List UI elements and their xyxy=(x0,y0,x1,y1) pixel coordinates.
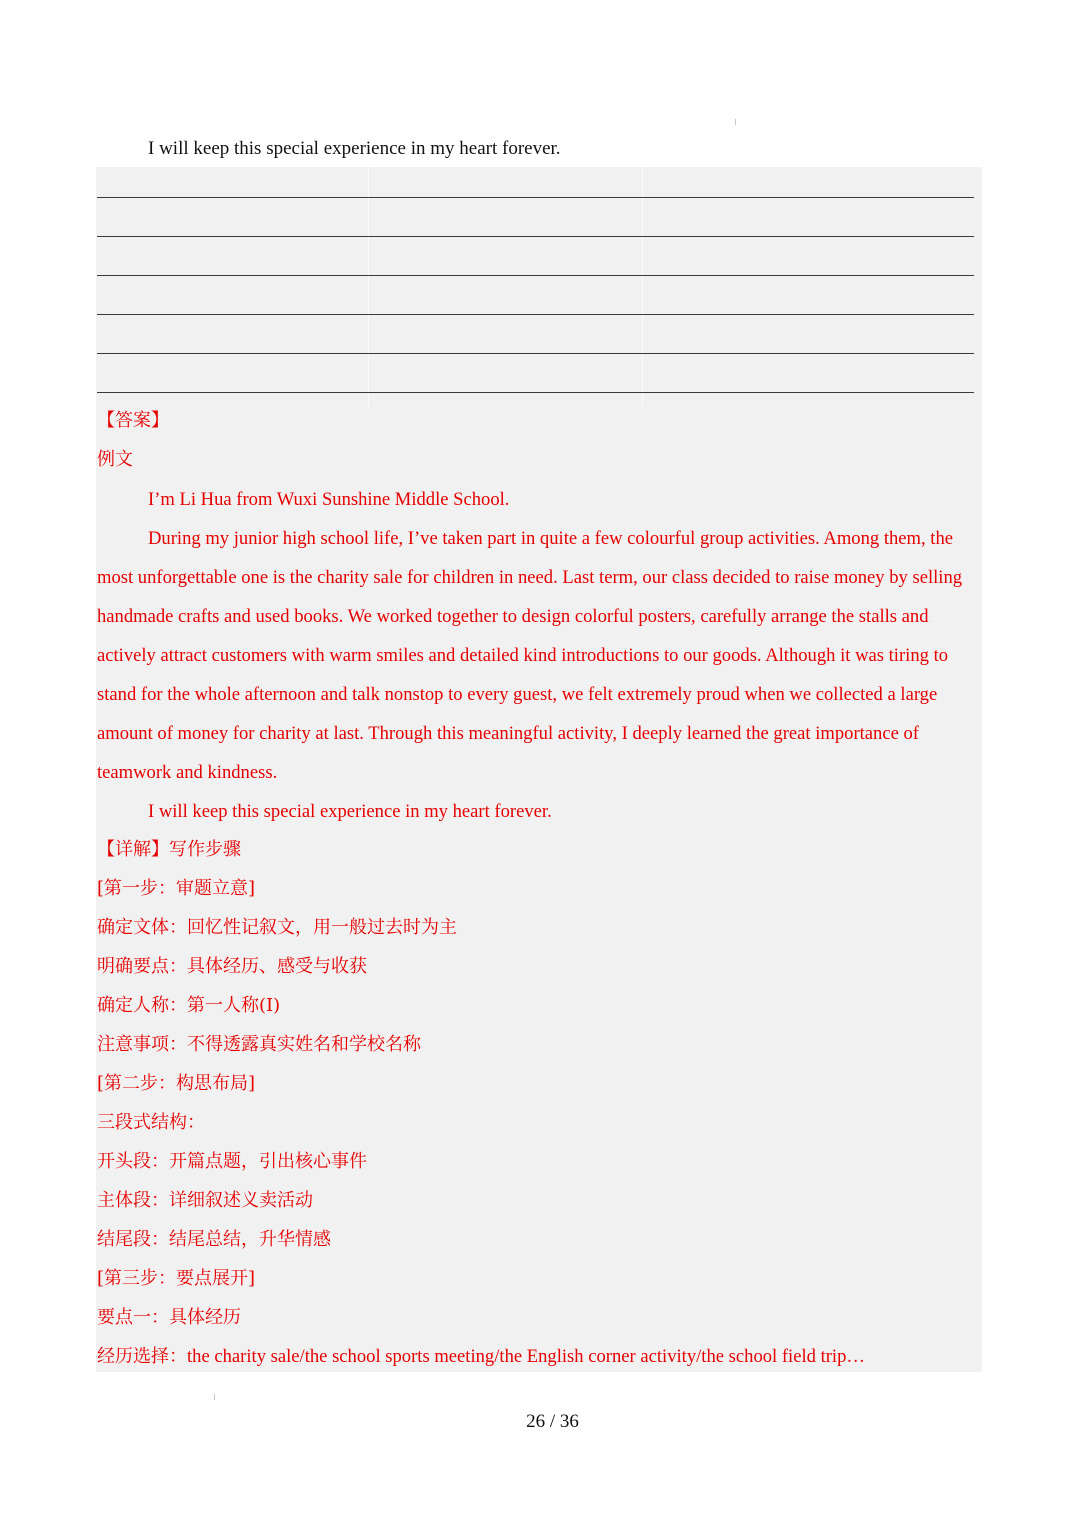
writing-line xyxy=(97,275,974,276)
choice-text: the charity sale/the school sports meeting/the English corner activity/the school field trip… xyxy=(187,1346,865,1367)
column-separator xyxy=(642,167,643,407)
page-number: 26 / 36 xyxy=(526,1411,579,1432)
writing-line xyxy=(97,314,974,315)
person-line: 确定人称：第一人称(I) xyxy=(97,995,281,1016)
writing-line xyxy=(97,392,974,393)
scan-mark xyxy=(735,119,736,125)
explanation-heading: 【详解】写作步骤 xyxy=(97,839,241,860)
writing-line xyxy=(97,353,974,354)
step1-heading: [第一步：审题立意] xyxy=(97,878,256,899)
previous-sentence: I will keep this special experience in my heart forever. xyxy=(148,138,561,159)
step3-heading: [第三步：要点展开] xyxy=(97,1268,256,1289)
notice-line: 注意事项：不得透露真实姓名和学校名称 xyxy=(97,1034,421,1055)
main-body-line: 主体段：详细叙述义卖活动 xyxy=(97,1190,313,1211)
essay-intro xyxy=(97,480,987,519)
answer-heading: 【答案】 xyxy=(97,410,169,431)
essay-ending xyxy=(97,792,987,831)
key1-line: 要点一：具体经历 xyxy=(97,1307,241,1328)
structure-line: 三段式结构： xyxy=(97,1112,205,1133)
writing-line xyxy=(97,236,974,237)
essay-intro-text: I’m Li Hua from Wuxi Sunshine Middle School. xyxy=(148,489,510,510)
step2-heading: [第二步：构思布局] xyxy=(97,1073,256,1094)
essay-ending-text: I will keep this special experience in my heart forever. xyxy=(148,801,552,822)
essay-body-text: During my junior high school life, I’ve taken part in quite a few colourful group activities. Among them, the most unforgettable one is the charity sale for children in need. Last term, our class decided to raise money by selling handmade crafts and used books. We worked together to design colorful posters, carefully arrange the stalls and actively attract customers with warm smiles and detailed kind introductions to our goods. Although it was tiring to stand for the whole afternoon and talk nonstop to every guest, we felt extremely proud when we collected a large amount of money for charity at last. Through this meaningful activity, I deeply learned the great importance of teamwork and kindness. xyxy=(97,528,963,783)
sample-label: 例文 xyxy=(97,449,133,470)
choice-label: 经历选择： xyxy=(97,1346,187,1367)
points-line: 明确要点：具体经历、感受与收获 xyxy=(97,956,367,977)
column-separator xyxy=(368,167,369,407)
writing-line xyxy=(97,197,974,198)
genre-line: 确定文体：回忆性记叙文，用一般过去时为主 xyxy=(97,917,457,938)
essay-body xyxy=(97,519,987,792)
opening-line: 开头段：开篇点题，引出核心事件 xyxy=(97,1151,367,1172)
choice-line xyxy=(97,1344,865,1370)
scan-mark xyxy=(214,1394,215,1400)
closing-line: 结尾段：结尾总结，升华情感 xyxy=(97,1229,331,1250)
